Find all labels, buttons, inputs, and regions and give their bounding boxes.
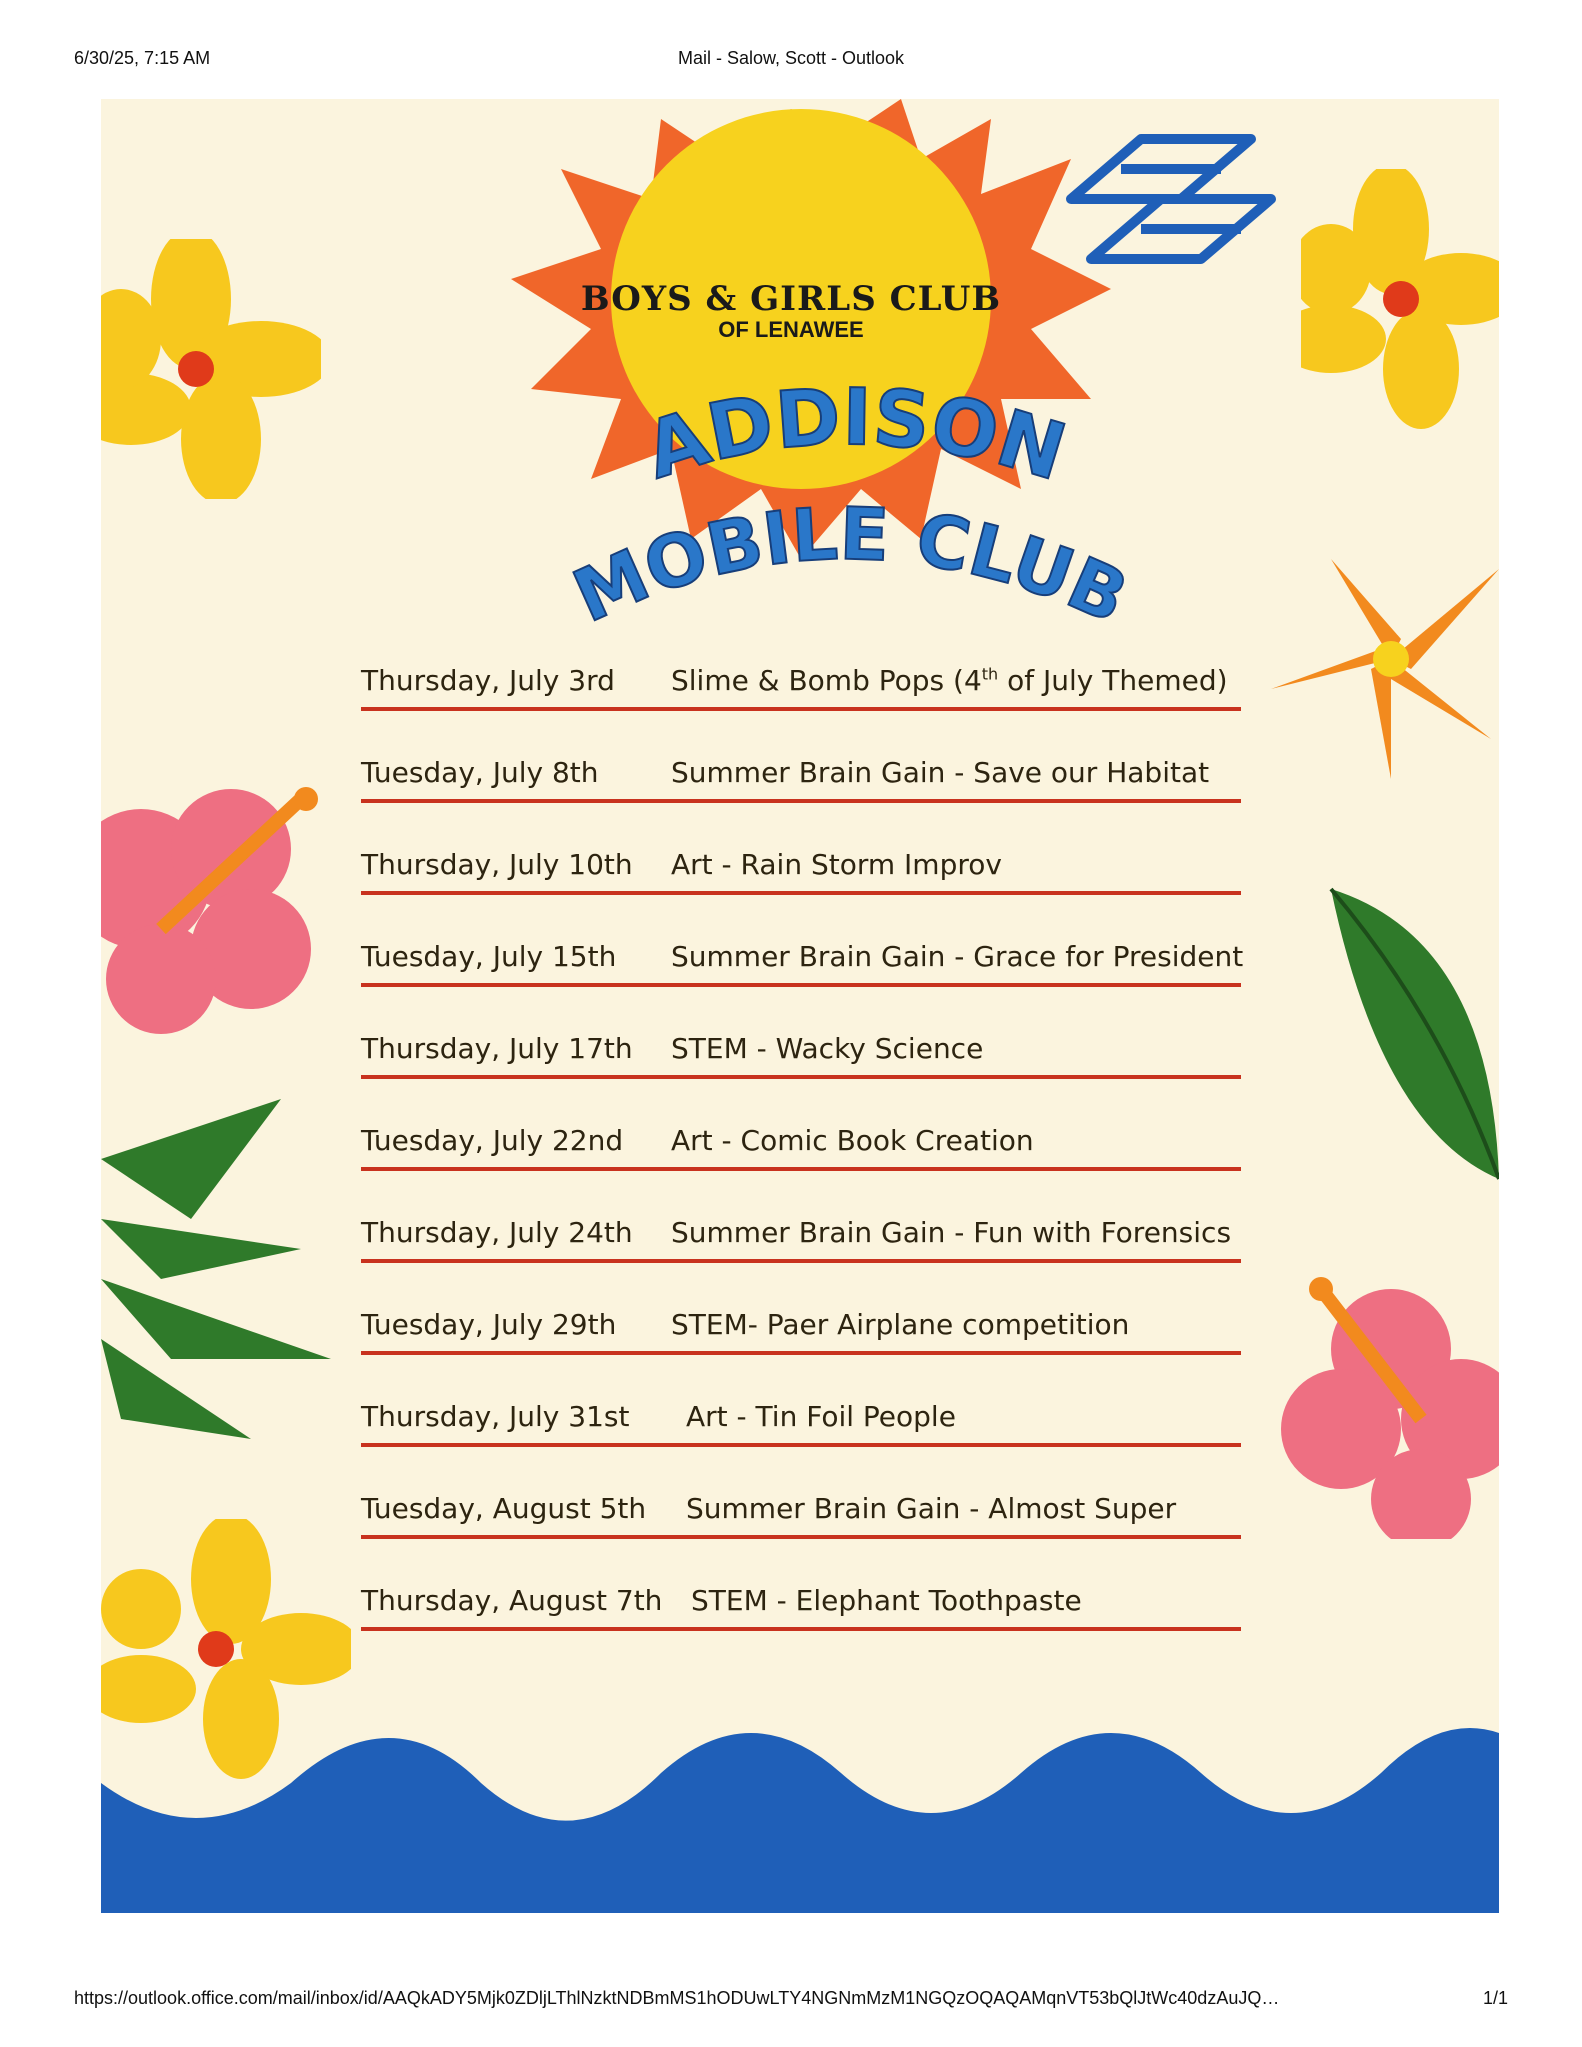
orange-star-flower-icon (1271, 539, 1499, 779)
event-activity-text: of July Themed) (998, 664, 1228, 697)
event-activity: STEM- Paer Airplane competition (671, 1308, 1130, 1341)
event-date: Tuesday, July 8th (361, 756, 599, 789)
event-activity: Summer Brain Gain - Grace for President (671, 940, 1244, 973)
yellow-flower-icon (1301, 169, 1499, 429)
org-name: BOYS & GIRLS CLUB (580, 279, 1002, 319)
title-line-2: MOBILE CLUB (561, 491, 1140, 640)
event-activity-superscript: th (981, 664, 999, 684)
svg-text:ADDISON (635, 379, 1076, 499)
flyer (101, 99, 1499, 1913)
event-date: Thursday, July 17th (361, 1032, 633, 1065)
org-subtitle: OF LENAWEE (718, 317, 864, 342)
event-activity (671, 664, 1228, 697)
pink-hibiscus-icon (101, 779, 341, 1039)
print-title: Mail - Salow, Scott - Outlook (677, 48, 905, 68)
event-date: Thursday, August 7th (361, 1584, 663, 1617)
event-activity: Art - Tin Foil People (686, 1400, 956, 1433)
event-date: Tuesday, July 22nd (361, 1124, 624, 1157)
schedule-list (361, 619, 1244, 1631)
schedule-row (361, 895, 1244, 987)
event-activity: Art - Rain Storm Improv (671, 848, 1002, 881)
print-url: https://outlook.office.com/mail/inbox/id/AAQkADY5Mjk0ZDljLThlNzktNDBmMS1hODUwLTY4NGNmMzM1NGQzOQAQAMqnVT53bQlJtWc40dzAuJQ… (74, 1988, 1280, 2008)
event-activity: STEM - Elephant Toothpaste (691, 1584, 1082, 1617)
schedule-row (361, 1447, 1241, 1539)
event-activity: Summer Brain Gain - Almost Super (686, 1492, 1177, 1525)
print-footer (74, 1988, 1508, 2012)
print-datetime: 6/30/25, 7:15 AM (74, 48, 211, 68)
schedule-row (361, 803, 1241, 895)
event-activity-text: Slime & Bomb Pops (4 (671, 664, 982, 697)
pink-hibiscus-icon (1281, 1269, 1499, 1539)
event-date: Thursday, July 3rd (361, 664, 615, 697)
ocean-waves (101, 1673, 1499, 1913)
svg-text:MOBILE CLUB (562, 492, 1140, 640)
title-line-1: ADDISON (634, 379, 1076, 499)
event-date: Thursday, July 24th (361, 1216, 633, 1249)
event-date: Thursday, July 31st (361, 1400, 630, 1433)
page-number: 1/1 (1482, 1988, 1508, 2008)
event-date: Tuesday, August 5th (361, 1492, 647, 1525)
event-activity: STEM - Wacky Science (671, 1032, 984, 1065)
event-activity: Summer Brain Gain - Fun with Forensics (671, 1216, 1232, 1249)
schedule-row (361, 1171, 1241, 1263)
print-header (74, 48, 1508, 72)
schedule-row (361, 1079, 1241, 1171)
event-date: Tuesday, July 15th (361, 940, 617, 973)
event-activity: Art - Comic Book Creation (671, 1124, 1034, 1157)
event-activity: Summer Brain Gain - Save our Habitat (671, 756, 1210, 789)
boys-girls-club-logo (1051, 129, 1291, 269)
schedule-row (361, 1539, 1241, 1631)
event-date: Thursday, July 10th (361, 848, 633, 881)
schedule-row (361, 1355, 1241, 1447)
schedule-row (361, 619, 1241, 711)
yellow-flower-icon (101, 239, 321, 499)
schedule-row (361, 1263, 1241, 1355)
schedule-row (361, 987, 1241, 1079)
event-date: Tuesday, July 29th (361, 1308, 617, 1341)
green-leaf-icon (1321, 879, 1499, 1199)
palm-leaf-icon (101, 1099, 341, 1439)
schedule-row (361, 711, 1241, 803)
